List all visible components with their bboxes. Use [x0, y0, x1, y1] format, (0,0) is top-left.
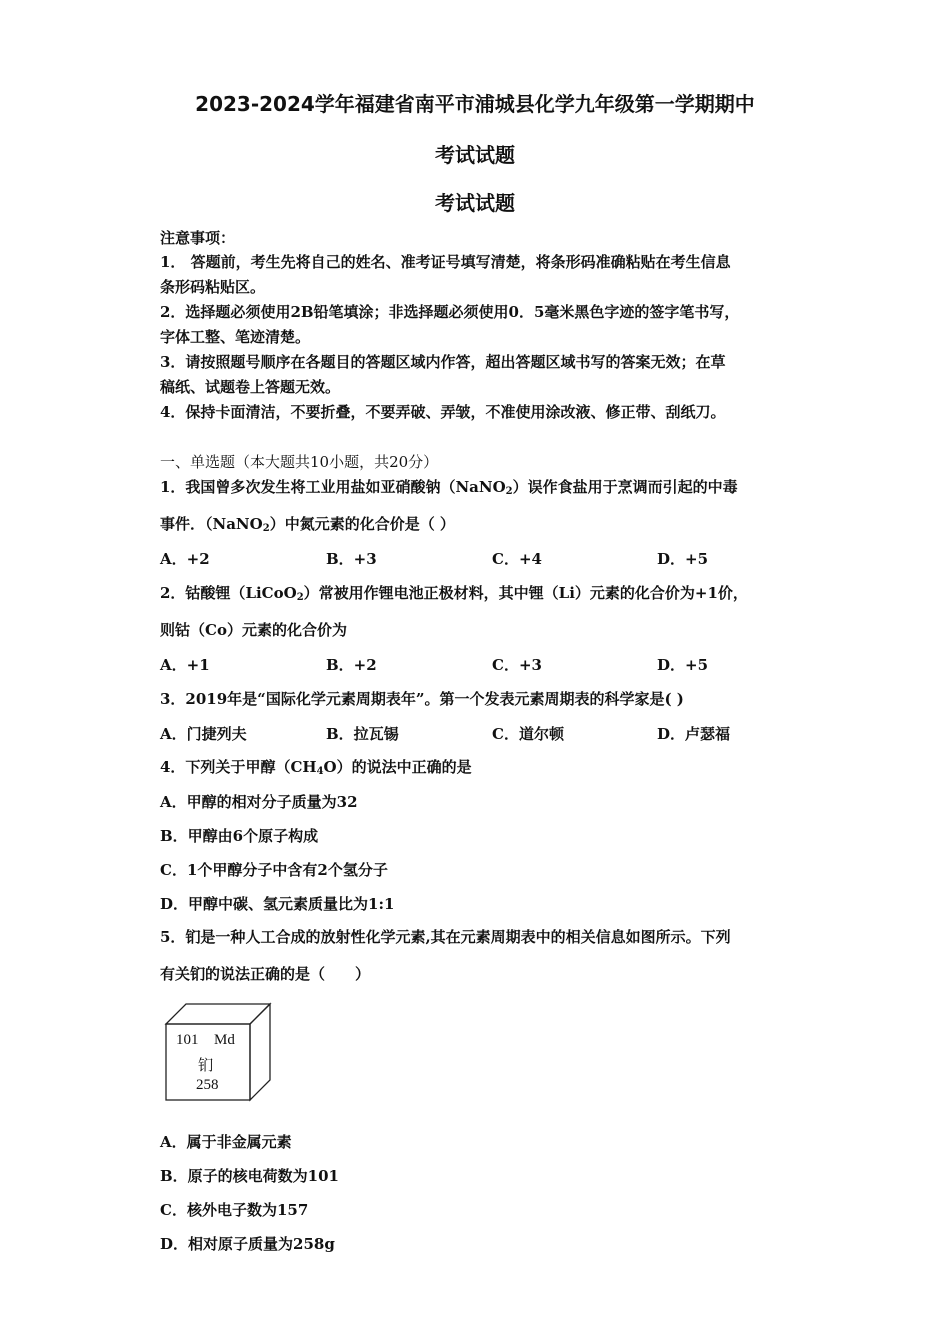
q2-option-a: A．+1 [160, 656, 210, 674]
notice-item: 3．请按照题号顺序在各题目的答题区域内作答，超出答题区域书写的答案无效；在草 [160, 353, 726, 371]
q2-option-b: B．+2 [326, 656, 377, 674]
page-subtitle: 考试试题 [435, 143, 515, 167]
notice-item: 4．保持卡面清洁，不要折叠，不要弄破、弄皱，不准使用涂改液、修正带、刮纸刀。 [160, 403, 726, 421]
notice-item: 2．选择题必须使用2B铅笔填涂；非选择题必须使用0．5毫米黑色字迹的签字笔书写， [160, 303, 740, 321]
question-4-line-1: 4．下列关于甲醇$(CH_4O)$的说法中正确的是 [160, 758, 472, 777]
q3-option-a: A．门捷列夫 [160, 725, 247, 743]
question-3-line-1: 3．2019年是“国际化学元素周期表年”。第一个发表元素周期表的科学家是( ) [160, 690, 684, 708]
notice-heading: 注意事项： [160, 229, 236, 247]
q4-option-b: B．甲醇由6个原子构成 [160, 827, 319, 845]
question-1-line-2: 事件．（NaNO$_2$）中氮元素的化合价是（ ） [160, 515, 455, 534]
question-2-line-1: 2．钴酸锂（LiCoO$_2$）常被用作锂电池正极材料，其中锂（Li）元素的化合价为+1价， [160, 584, 748, 603]
q3-option-b: B．拉瓦锡 [326, 725, 399, 743]
element-name: 钔 [198, 1056, 214, 1074]
q1-option-a: A．+2 [160, 550, 210, 568]
q1-option-c: C．+4 [492, 550, 542, 568]
q5-option-b: B．原子的核电荷数为101 [160, 1167, 339, 1185]
question-1-line-1: 1．我国曾多次发生将工业用盐如亚硝酸钠（NaNO$_2$）误作食盐用于烹调而引起的中毒 [160, 478, 738, 497]
q5-option-c: C．核外电子数为157 [160, 1201, 309, 1219]
q5-option-d: D．相对原子质量为258g [160, 1235, 335, 1253]
notice-item: 稿纸、试题卷上答题无效。 [160, 378, 341, 396]
element-number: 101 [176, 1032, 199, 1048]
q1-option-d: D．+5 [657, 550, 709, 568]
element-card-figure [162, 1000, 274, 1104]
q1-option-b: B．+3 [326, 550, 377, 568]
question-5-line-2: 有关钔的说法正确的是（ ） [160, 965, 371, 983]
q4-option-a: A．甲醇的相对分子质量为32 [160, 793, 358, 811]
question-2-line-2: 则钴（Co）元素的化合价为 [160, 621, 347, 639]
element-symbol: Md [214, 1032, 235, 1048]
q3-option-d: D．卢瑟福 [657, 725, 731, 743]
page-title: 2023-2024学年福建省南平市浦城县化学九年级第一学期期中 [195, 92, 755, 116]
notice-item: 字体工整、笔迹清楚。 [160, 328, 311, 346]
q5-option-a: A．属于非金属元素 [160, 1133, 292, 1151]
notice-item: 条形码粘贴区。 [160, 278, 266, 296]
q4-option-c: C．1个甲醇分子中含有2个氢分子 [160, 861, 388, 879]
q2-option-c: C．+3 [492, 656, 542, 674]
element-mass: 258 [196, 1077, 219, 1093]
section-heading: 一、单选题（本大题共10小题，共20分） [160, 453, 439, 471]
notice-item: 1． 答题前，考生先将自己的姓名、准考证号填写清楚，将条形码准确粘贴在考生信息 [160, 253, 731, 271]
q2-option-d: D．+5 [657, 656, 709, 674]
question-5-line-1: 5．钔是一种人工合成的放射性化学元素,其在元素周期表中的相关信息如图所示。下列 [160, 928, 731, 946]
page-subtitle-2: 考试试题 [435, 191, 515, 215]
q4-option-d: D．甲醇中碳、氢元素质量比为1:1 [160, 895, 395, 913]
q3-option-c: C．道尔顿 [492, 725, 564, 743]
